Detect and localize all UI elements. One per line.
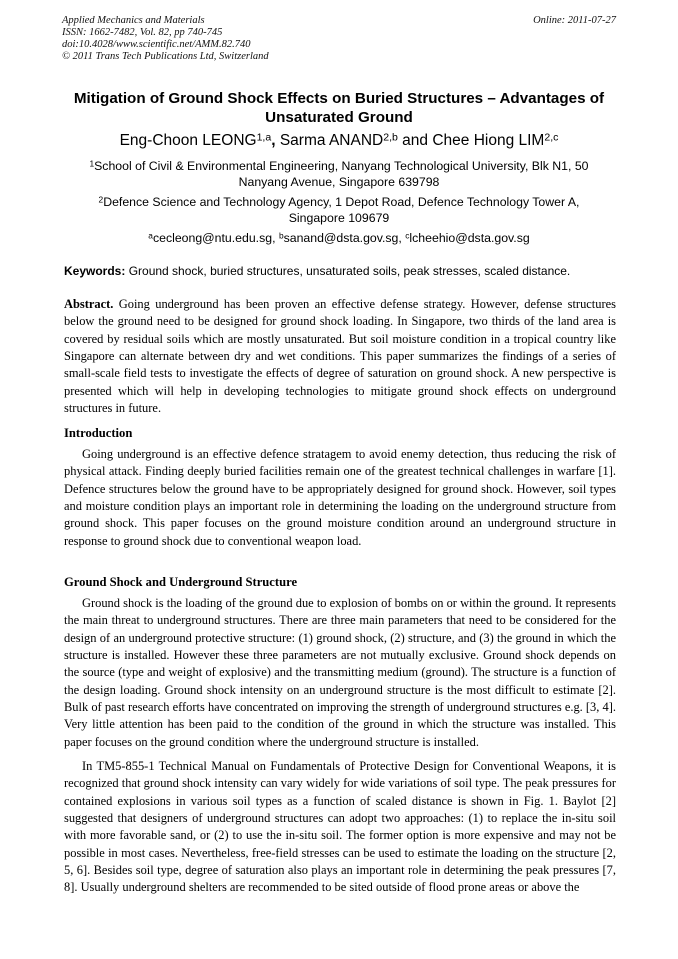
doi-line: doi:10.4028/www.scientific.net/AMM.82.740 (62, 39, 251, 50)
email-link[interactable]: lcheehio@dsta.gov.sg (409, 231, 530, 245)
affiliation-marker: 1 (89, 158, 95, 169)
abstract-paragraph (64, 296, 616, 417)
section-heading-introduction: Introduction (64, 426, 133, 440)
ground-shock-paragraph-2: In TM5-855-1 Technical Manual on Fundamentals of Protective Design for Conventional Weapons, it is recognized that ground shock intensity can vary widely for wide variations of soil type. The peak pressures for contained explosions in various soil types as a function of scaled distance is shown in Fig. 1. Baylot [2] suggested that designers of underground structures can adopt two approaches: (1) to replace the in-situ soil with more favorable sand, or (2) to use the in-situ soil. The former option is more expensive and may not be possible in most cases. Nevertheless, free-field stresses can be used to estimate the loading on the structure [2, 5, 6]. Besides soil type, degree of saturation also plays an important role in determining the peak pressures [7, 8]. Usually underground shelters are recommended to be sited outside of flood prone areas or above the (64, 759, 616, 895)
online-date: Online: 2011-07-27 (533, 15, 616, 26)
author-name: Chee Hiong LIM (432, 132, 545, 149)
keywords-label: Keywords: (64, 264, 126, 278)
ground-shock-section (64, 595, 616, 751)
ground-shock-paragraph-1: Ground shock is the loading of the ground due to explosion of bombs on or within the ground. It represents the main threat to underground structures. There are three main parameters that need to be considered for the design of an underground protective structure: (1) ground shock, (2) structure, and (3) the ground in which the structure is installed. However these three parameters are not mutually exclusive. Ground shock depends on the source (type and weight of explosive) and the transmitting medium (ground). The structure is a function of the design loading. Ground shock intensity on an underground structure is the most difficult to estimate [2]. Bulk of past research efforts have concentrated on improving the strength of underground structures e.g. [3, 4]. Very little attention has been paid to the condition of the ground in which the structure was installed. This paper focuses on the ground condition where the underground structure is installed. (64, 596, 616, 749)
author-superscript: 1,a (256, 131, 272, 144)
issn-line: ISSN: 1662-7482, Vol. 82, pp 740-745 (62, 27, 223, 38)
paper-title: Mitigation of Ground Shock Effects on Buried Structures – Advantages of Unsaturated Ground (73, 90, 605, 126)
introduction-heading-block (64, 425, 616, 442)
affiliation-1 (74, 158, 604, 190)
keywords-text: Ground shock, buried structures, unsaturated soils, peak stresses, scaled distance. (125, 264, 571, 278)
keywords-line (64, 263, 616, 279)
email-marker: a (148, 230, 153, 241)
affiliation-2 (74, 194, 604, 226)
affiliation-marker: 2 (98, 194, 104, 205)
email-marker: b (278, 230, 284, 241)
author-separator: , (271, 132, 280, 149)
author-separator: and (397, 132, 433, 149)
email-link[interactable]: cecleong@ntu.edu.sg, (152, 231, 279, 245)
author-list (40, 131, 638, 150)
affiliation-text: Defence Science and Technology Agency, 1 Depot Road, Defence Technology Tower A, Singapore 109679 (103, 195, 580, 225)
journal-name: Applied Mechanics and Materials (62, 15, 205, 26)
author-emails (74, 230, 604, 246)
journal-header (62, 15, 616, 63)
section-heading-ground-shock: Ground Shock and Underground Structure (64, 575, 298, 589)
email-marker: c (405, 230, 410, 241)
author-superscript: 2,c (544, 131, 559, 144)
affiliation-text: School of Civil & Environmental Engineering, Nanyang Technological University, Blk N1, 50 Nanyang Avenue, Singapore 639798 (94, 159, 589, 189)
introduction-section (64, 446, 616, 550)
ground-shock-section-continued (64, 758, 616, 897)
author-name: Eng-Choon LEONG (119, 132, 257, 149)
introduction-paragraph: Going underground is an effective defence stratagem to avoid enemy detection, thus reducing the risk of physical attack. Finding deeply buried facilities remain one of the greatest technical challenges in warfare [1]. Defence structures below the ground have to be appropriately designed for ground shock. However, soil types and moisture condition plays an important role in determining the loading on the underground structure from ground shock. This paper focuses on the ground moisture condition around an underground structure in response to ground shock due to conventional weapon load. (64, 447, 616, 548)
email-link[interactable]: sanand@dsta.gov.sg, (283, 231, 406, 245)
author-name: Sarma ANAND (279, 132, 384, 149)
abstract-section (64, 296, 616, 417)
copyright-line: © 2011 Trans Tech Publications Ltd, Switzerland (62, 51, 269, 62)
author-superscript: 2,b (383, 131, 398, 144)
abstract-text: Going underground has been proven an effective defense strategy. However, defense structures below the ground need to be designed for ground shock loading. In Singapore, two thirds of the land area is covered by residual soils which are mostly unsaturated. But soil moisture condition in a tropical country like Singapore can alternate between dry and wet conditions. This paper summarizes the findings of a series of small-scale field tests to investigate the effects of degree of saturation on ground shock. A new perspective is presented which will help in developing technologies to mitigate ground shock effects on underground structures in future. (64, 297, 616, 416)
ground-shock-heading-block (64, 574, 616, 591)
abstract-label: Abstract. (64, 297, 114, 311)
